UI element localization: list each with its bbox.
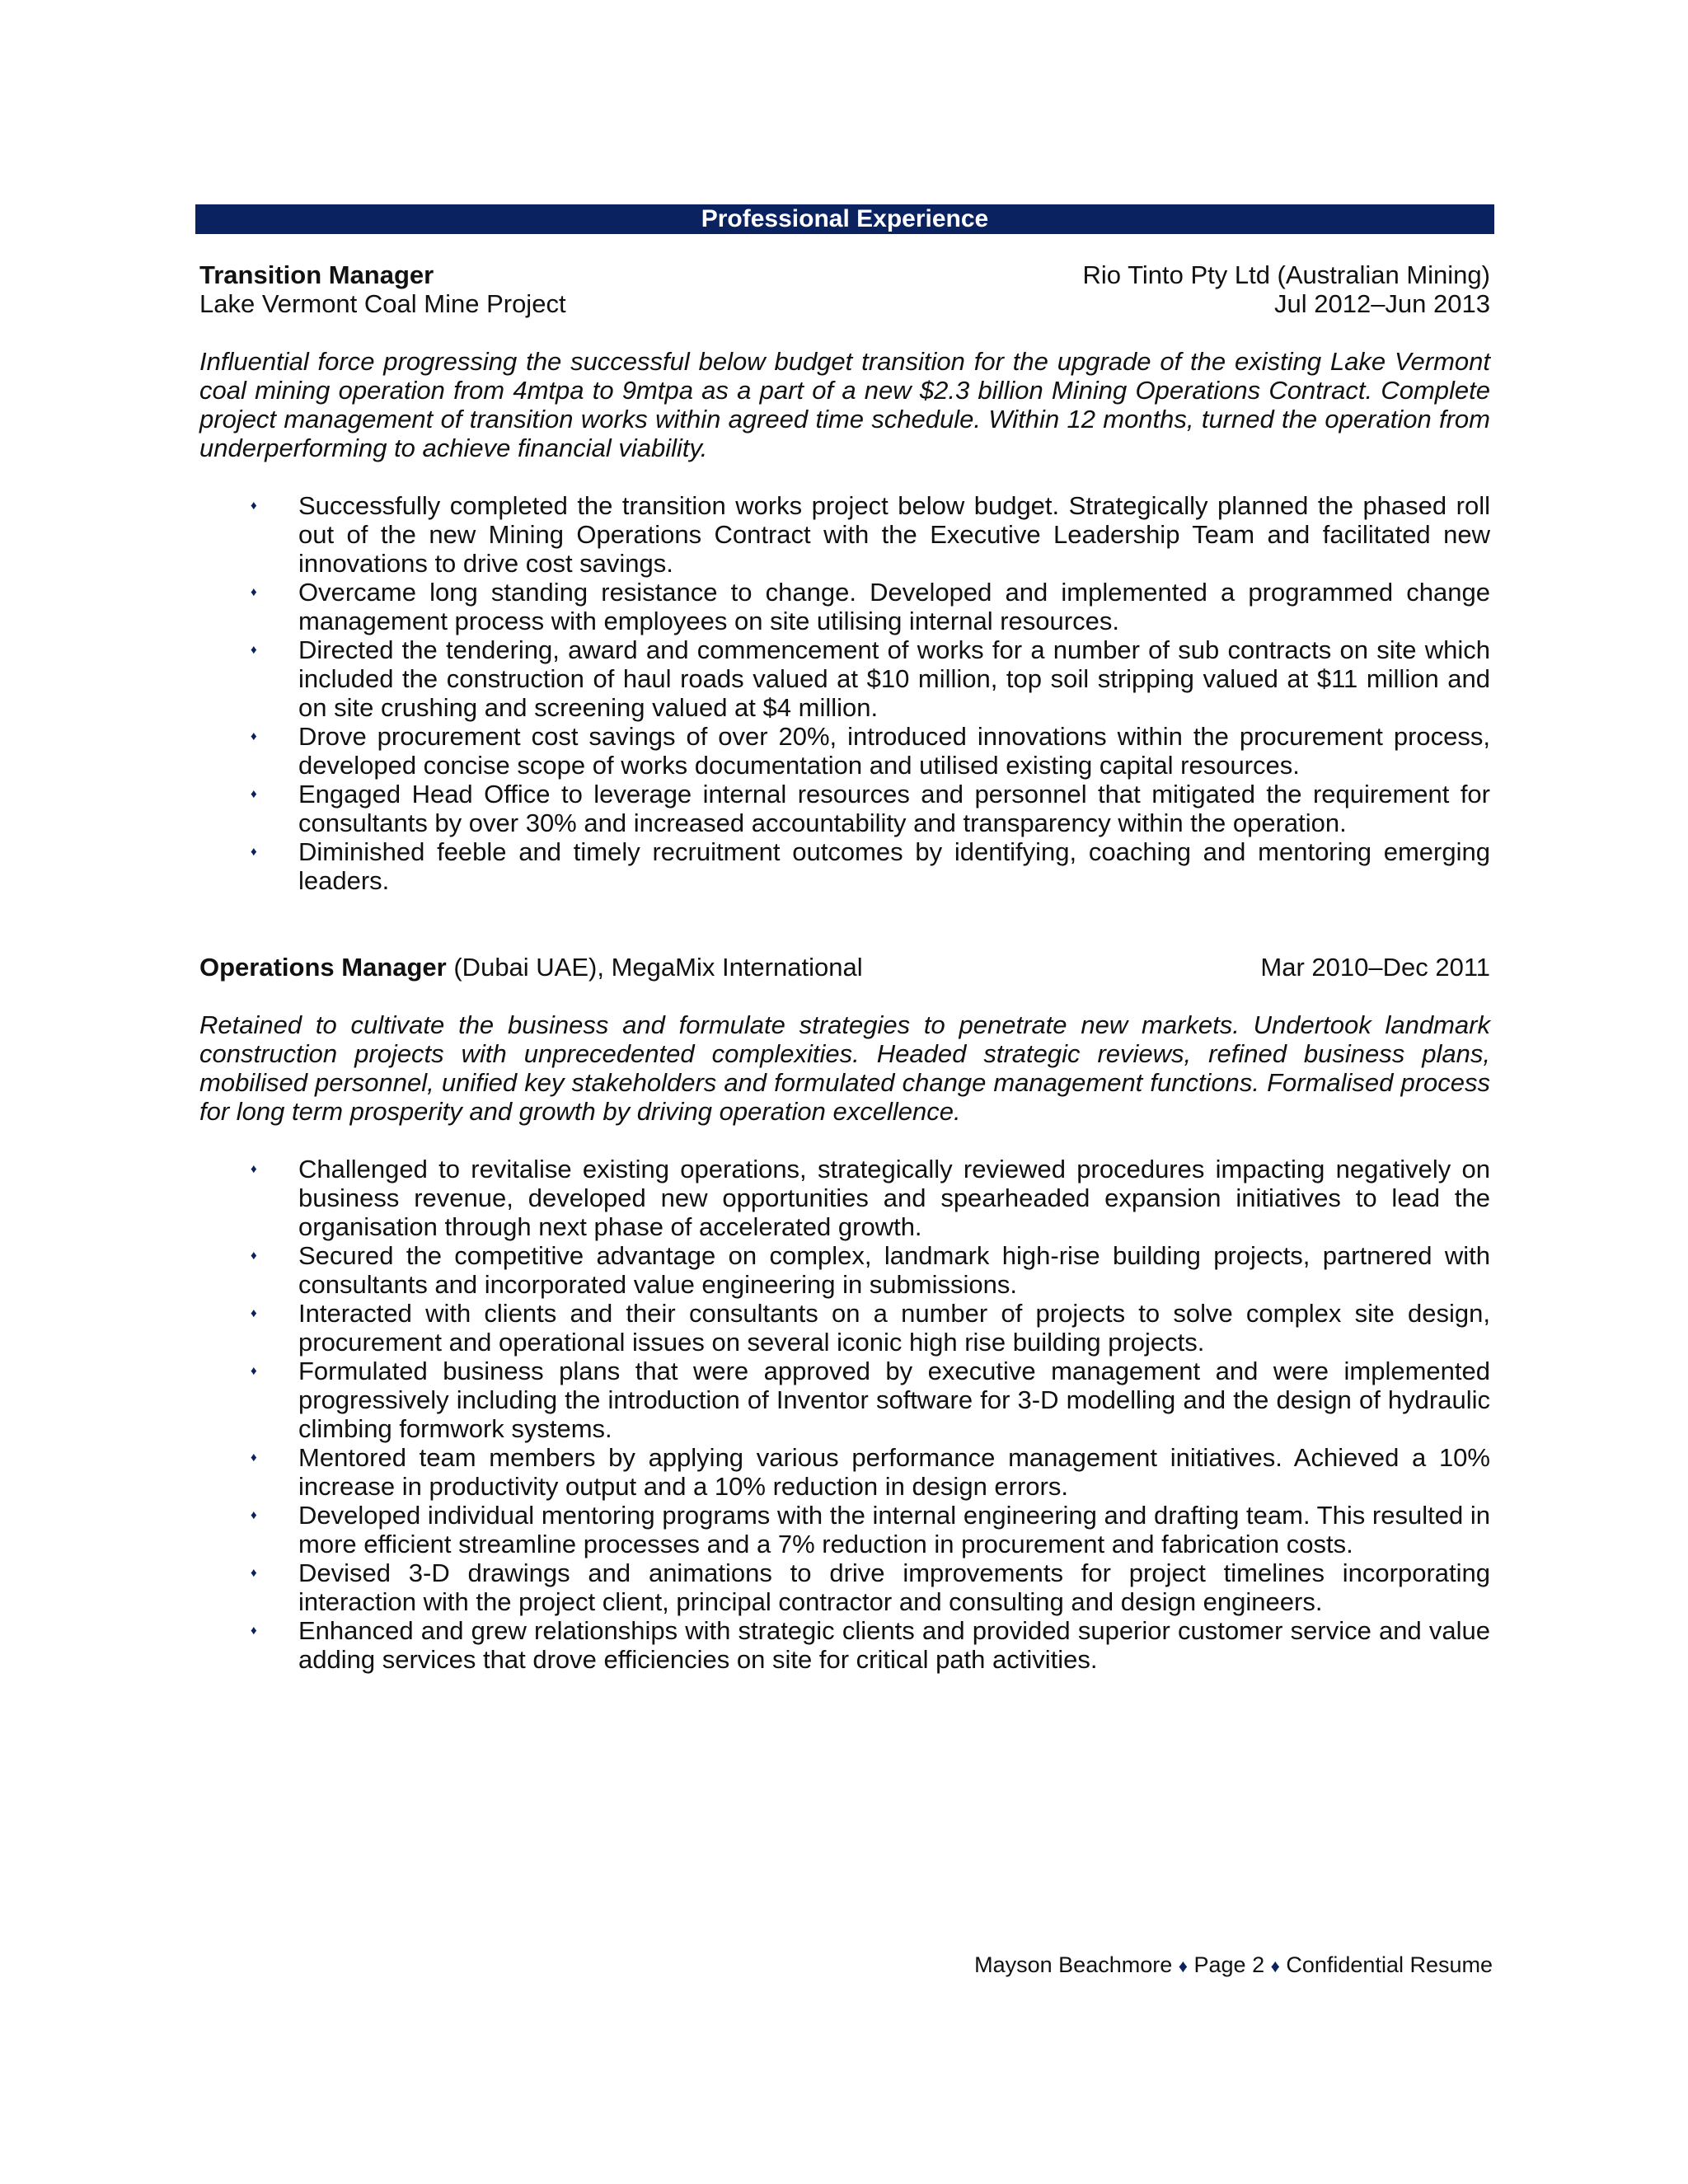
achievement-item: ♦ Mentored team members by applying various performance management initiatives. Achieved a 10% increase in productivity output and a 10% reduction in design errors. (251, 1443, 1490, 1501)
job-subheader-row (199, 289, 1490, 318)
diamond-bullet-icon: ♦ (251, 1162, 257, 1176)
diamond-bullet-icon: ♦ (251, 845, 257, 859)
footer-label: Confidential Resume (1286, 1952, 1493, 1977)
section-heading-professional-experience: Professional Experience (195, 204, 1494, 234)
diamond-bullet-icon: ♦ (251, 729, 257, 743)
job-dates: Jul 2012–Jun 2013 (1273, 289, 1490, 318)
achievement-item: ♦ Secured the competitive advantage on complex, landmark high-rise building projects, partnered with consultants and incorporated value engineering in submissions. (251, 1241, 1490, 1299)
diamond-bullet-icon: ♦ (251, 787, 257, 801)
job-entry-operations-manager (195, 953, 1494, 1674)
achievement-item: ♦ Drove procurement cost savings of over 20%, introduced innovations within the procurement process, developed concise scope of works documentation and utilised existing capital resources. (251, 722, 1490, 780)
resume-page (195, 204, 1494, 1674)
diamond-bullet-icon: ♦ (251, 585, 257, 599)
footer-name: Mayson Beachmore (974, 1952, 1173, 1977)
page-footer (974, 1951, 1493, 1980)
diamond-bullet-icon: ♦ (251, 499, 257, 513)
job-achievements-list (199, 1155, 1490, 1674)
job-project: Lake Vermont Coal Mine Project (199, 289, 566, 318)
job-title: Transition Manager (199, 260, 434, 289)
achievement-item: ♦ Diminished feeble and timely recruitment outcomes by identifying, coaching and mentoring emerging leaders. (251, 837, 1490, 895)
footer-page-number: Page 2 (1193, 1952, 1265, 1977)
achievement-item: ♦ Successfully completed the transition works project below budget. Strategically planned the phased roll out of the new Mining Operations Contract with the Executive Leadership Team and facilitated new innovations to drive cost savings. (251, 491, 1490, 578)
job-title-line (199, 953, 863, 982)
diamond-bullet-icon: ♦ (251, 1508, 257, 1522)
job-dates: Mar 2010–Dec 2011 (1260, 953, 1490, 982)
diamond-bullet-icon: ♦ (251, 1364, 257, 1378)
diamond-bullet-icon: ♦ (251, 1249, 257, 1263)
job-entry-transition-manager (195, 260, 1494, 895)
diamond-separator-icon: ♦ (1270, 1956, 1280, 1976)
achievement-item: ♦ Devised 3-D drawings and animations to drive improvements for project timelines incorporating interaction with the project client, principal contractor and consulting and design engineers. (251, 1558, 1490, 1616)
job-location-company: (Dubai UAE), MegaMix International (446, 953, 863, 982)
job-header-row (199, 953, 1490, 982)
diamond-bullet-icon: ♦ (251, 1306, 257, 1320)
job-summary: Retained to cultivate the business and formulate strategies to penetrate new markets. Undertook landmark construction projects with unprecedented complexities. Headed strategic reviews, refined business plans, mobilised personnel, unified key stakeholders and formulated change management functions. Formalised process for long term prosperity and growth by driving operation excellence. (199, 1010, 1490, 1126)
section-spacer (195, 895, 1494, 953)
achievement-item: ♦ Interacted with clients and their consultants on a number of projects to solve complex site design, procurement and operational issues on several iconic high rise building projects. (251, 1299, 1490, 1357)
diamond-bullet-icon: ♦ (251, 1566, 257, 1580)
diamond-bullet-icon: ♦ (251, 1624, 257, 1638)
job-header-row (199, 260, 1490, 289)
achievement-item: ♦ Formulated business plans that were approved by executive management and were implemented progressively including the introduction of Inventor software for 3-D modelling and the design of hydraulic climbing formwork systems. (251, 1357, 1490, 1443)
achievement-item: ♦ Enhanced and grew relationships with strategic clients and provided superior customer service and value adding services that drove efficiencies on site for critical path activities. (251, 1616, 1490, 1674)
achievement-item: ♦ Challenged to revitalise existing operations, strategically reviewed procedures impacting negatively on business revenue, developed new opportunities and spearheaded expansion initiatives to lead the organisation through next phase of accelerated growth. (251, 1155, 1490, 1241)
diamond-bullet-icon: ♦ (251, 1451, 257, 1465)
achievement-item: ♦ Overcame long standing resistance to change. Developed and implemented a programmed change management process with employees on site utilising internal resources. (251, 578, 1490, 635)
achievement-item: ♦ Engaged Head Office to leverage internal resources and personnel that mitigated the requirement for consultants by over 30% and increased accountability and transparency within the operation. (251, 780, 1490, 837)
diamond-separator-icon: ♦ (1178, 1956, 1188, 1976)
job-company: Rio Tinto Pty Ltd (Australian Mining) (1082, 260, 1490, 289)
achievement-item: ♦ Developed individual mentoring programs with the internal engineering and drafting team. This resulted in more efficient streamline processes and a 7% reduction in procurement and fabrication costs. (251, 1501, 1490, 1558)
job-title: Operations Manager (199, 953, 447, 982)
achievement-item: ♦ Directed the tendering, award and commencement of works for a number of sub contracts on site which included the construction of haul roads valued at $10 million, top soil stripping valued at $11 million and on site crushing and screening valued at $4 million. (251, 635, 1490, 722)
job-summary: Influential force progressing the successful below budget transition for the upgrade of the existing Lake Vermont coal mining operation from 4mtpa to 9mtpa as a part of a new $2.3 billion Mining Operations Contract. Complete project management of transition works within agreed time schedule. Within 12 months, turned the operation from underperforming to achieve financial viability. (199, 347, 1490, 462)
job-achievements-list (199, 491, 1490, 895)
diamond-bullet-icon: ♦ (251, 643, 257, 657)
